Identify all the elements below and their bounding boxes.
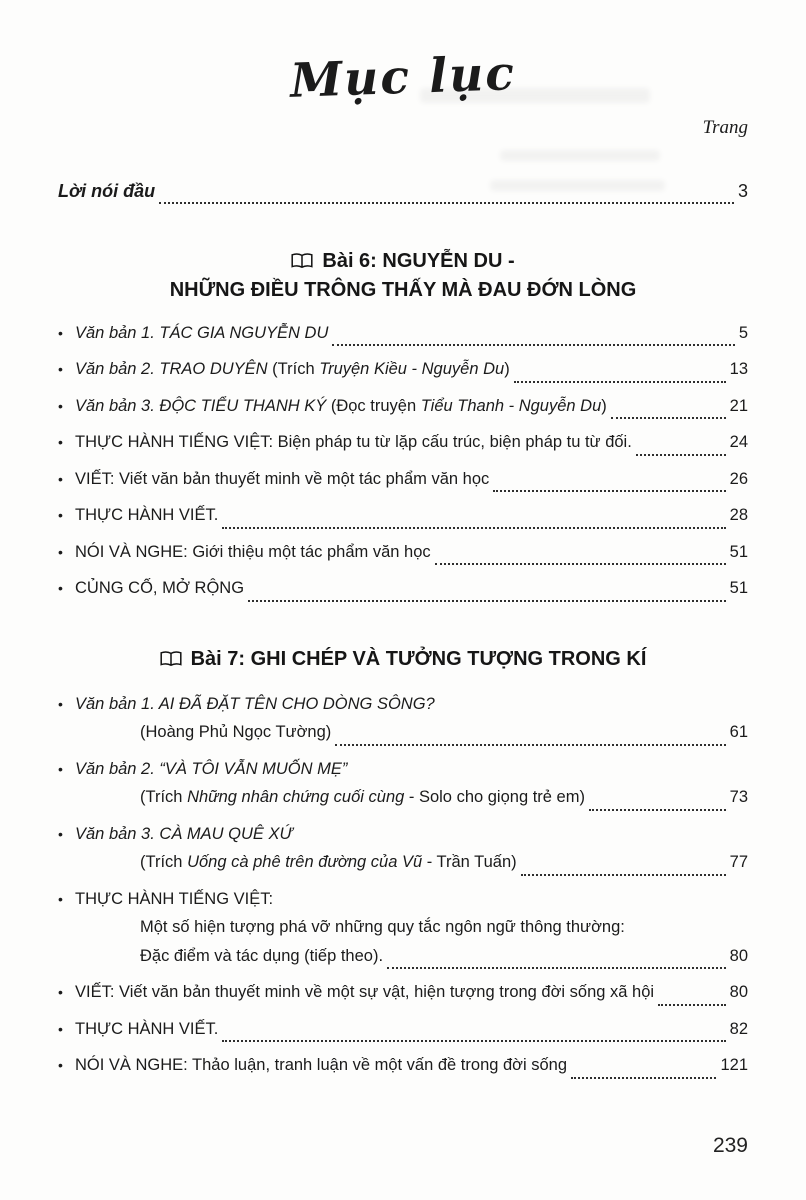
entry-text: Văn bản 3. CÀ MAU QUÊ XỨ (75, 824, 293, 843)
entry-text: (Hoàng Phủ Ngọc Tường) (140, 723, 332, 741)
page-ref: 26 (729, 469, 748, 488)
toc-entry (58, 1056, 748, 1085)
bullet-icon: • (58, 470, 63, 487)
toc-line (58, 397, 748, 426)
bullet-icon: • (58, 695, 63, 712)
entry-text: VIẾT: Viết văn bản thuyết minh về một sự vật, hiện tượng trong đời sống xã hội (75, 983, 655, 1001)
dot-leader (658, 1004, 726, 1006)
bullet-icon: • (58, 507, 63, 523)
toc-line (58, 695, 748, 724)
toc-line (58, 470, 748, 499)
bullet-icon: • (58, 434, 63, 450)
bullet-icon: • (58, 825, 63, 842)
trang-label: Trang (702, 117, 748, 138)
dot-leader (589, 809, 726, 811)
dot-leader (521, 874, 726, 876)
toc-entry (58, 324, 748, 353)
entry-text: Văn bản 2. TRAO DUYÊN (Trích Truyện Kiều - Nguyễn Du) (75, 360, 510, 378)
page-ref: 51 (729, 542, 748, 561)
page-ref: 13 (729, 360, 748, 378)
entry-text: Đặc điểm và tác dụng (tiếp theo). (140, 946, 384, 965)
toc-entry (58, 433, 748, 462)
bullet-icon: • (58, 397, 63, 414)
page-ref: 80 (729, 983, 748, 1001)
toc-entry (58, 695, 748, 752)
toc-line (58, 890, 748, 919)
book-icon (291, 250, 313, 277)
toc-entry (58, 506, 748, 535)
entry-text: Một số hiện tượng phá vỡ những quy tắc ngôn ngữ thông thường: (140, 918, 625, 936)
entry-text: THỰC HÀNH VIẾT. (75, 506, 219, 524)
section-title-text: NHỮNG ĐIỀU TRÔNG THẤY MÀ ĐAU ĐỚN LÒNG (169, 278, 637, 301)
toc-entry (58, 360, 748, 389)
toc-line (58, 543, 748, 572)
toc-line (58, 506, 748, 535)
toc-section (58, 248, 748, 608)
page-ref: 121 (720, 1056, 748, 1074)
bullet-icon: • (58, 1057, 63, 1073)
toc-entry (58, 470, 748, 499)
entry-text: Văn bản 2. “VÀ TÔI VẪN MUỐN MẸ” (75, 759, 348, 778)
page-ref: 24 (729, 433, 748, 451)
toc-line (58, 760, 748, 789)
toc-line (58, 433, 748, 462)
page-ref: 80 (729, 946, 748, 965)
toc-line (58, 579, 748, 608)
foreword-label: Lời nói đầu (58, 181, 156, 201)
bleedthrough-artifact (500, 150, 660, 161)
toc-entry (58, 579, 748, 608)
toc-entry (58, 397, 748, 426)
page-ref: 51 (729, 579, 748, 597)
bullet-icon: • (58, 543, 63, 560)
toc-line (58, 360, 748, 389)
dot-leader (335, 744, 725, 746)
toc-entry (58, 760, 748, 817)
page-ref: 73 (729, 788, 748, 806)
toc-entry (58, 983, 748, 1012)
toc-section (58, 646, 748, 1085)
toc-line (58, 788, 748, 817)
dot-leader (222, 527, 725, 529)
bullet-icon: • (58, 984, 63, 1000)
section-title-text: Bài 6: NGUYỄN DU - (322, 249, 515, 272)
dot-leader (571, 1077, 716, 1079)
bullet-icon: • (58, 1020, 63, 1037)
toc-line (58, 1056, 748, 1085)
toc-line (58, 825, 748, 854)
bleedthrough-artifact (490, 180, 665, 191)
dot-leader (332, 344, 734, 346)
dot-leader (493, 490, 725, 492)
page-ref: 5 (738, 323, 748, 342)
page-ref: 3 (737, 181, 748, 201)
entry-text: (Trích Uống cà phê trên đường của Vũ - Trần Tuấn) (140, 853, 517, 871)
entry-text: (Trích Những nhân chứng cuối cùng - Solo cho giọng trẻ em) (140, 788, 585, 806)
page-ref: 77 (729, 853, 748, 871)
dot-leader (636, 454, 726, 456)
entry-text: VIẾT: Viết văn bản thuyết minh về một tác phẩm văn học (75, 469, 490, 488)
dot-leader (611, 417, 726, 419)
page-title: Mục lục (289, 46, 517, 109)
page-ref: 21 (729, 396, 748, 415)
entry-text: Văn bản 1. AI ĐÃ ĐẶT TÊN CHO DÒNG SÔNG? (75, 694, 435, 713)
page-ref: 82 (729, 1019, 748, 1038)
section-heading (58, 646, 748, 675)
toc-line (58, 723, 748, 752)
page-number: 239 (712, 1134, 748, 1157)
entry-text: Văn bản 3. ĐỘC TIỂU THANH KÝ (Đọc truyện Tiểu Thanh - Nguyễn Du) (75, 396, 607, 415)
toc-line (58, 947, 748, 976)
bullet-icon: • (58, 890, 63, 907)
bullet-icon: • (58, 760, 63, 777)
dot-leader (435, 563, 726, 565)
bullet-icon: • (58, 324, 63, 341)
dot-leader (248, 600, 726, 602)
dot-leader (159, 202, 734, 204)
entry-text: NÓI VÀ NGHE: Thảo luận, tranh luận về một vấn đề trong đời sống (75, 1056, 568, 1074)
toc-entry (58, 1020, 748, 1049)
toc-line (58, 983, 748, 1012)
toc-entry (58, 825, 748, 882)
dot-leader (222, 1040, 725, 1042)
entry-text: THỰC HÀNH TIẾNG VIỆT: Biện pháp tu từ lặp cấu trúc, biện pháp tu từ đối. (75, 433, 632, 451)
toc-line (58, 853, 748, 882)
section-title-text: Bài 7: GHI CHÉP VÀ TƯỞNG TƯỢNG TRONG KÍ (190, 647, 647, 670)
toc-line (58, 918, 748, 947)
entry-text: THỰC HÀNH VIẾT. (75, 1019, 219, 1038)
bullet-icon: • (58, 361, 63, 377)
dot-leader (387, 967, 726, 969)
entry-text: Văn bản 1. TÁC GIA NGUYỄN DU (75, 323, 329, 342)
dot-leader (514, 381, 726, 383)
entry-text: NÓI VÀ NGHE: Giới thiệu một tác phẩm văn học (75, 542, 431, 561)
bullet-icon: • (58, 580, 63, 596)
toc-line (58, 1020, 748, 1049)
page-ref: 61 (729, 723, 748, 741)
toc-sections (58, 248, 748, 1085)
section-heading (58, 248, 748, 304)
page-ref: 28 (729, 506, 748, 524)
entry-text: CỦNG CỐ, MỞ RỘNG (75, 579, 245, 597)
toc-entry (58, 543, 748, 572)
toc-entry (58, 890, 748, 976)
book-icon (160, 648, 182, 675)
entry-text: THỰC HÀNH TIẾNG VIỆT: (75, 889, 274, 908)
toc-line (58, 324, 748, 353)
